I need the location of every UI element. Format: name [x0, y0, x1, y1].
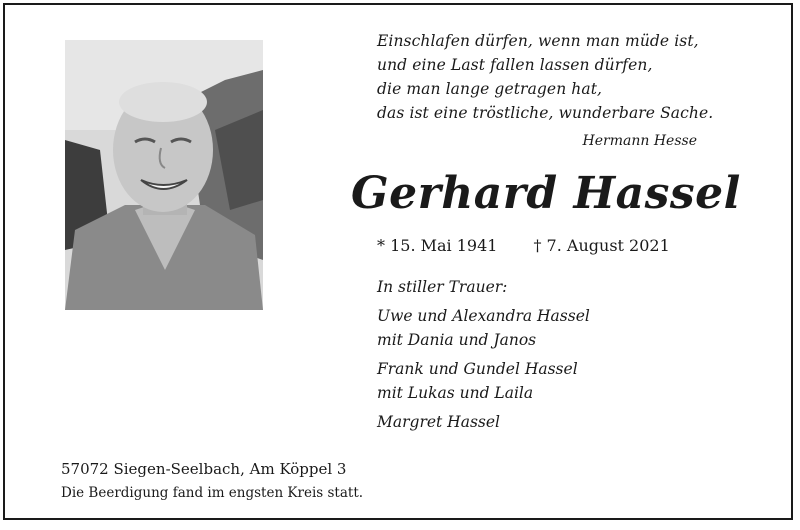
deceased-name: Gerhard Hassel [351, 168, 741, 219]
funeral-note: Die Beerdigung fand im engsten Kreis statt. [61, 485, 364, 501]
poem-line: Einschlafen dürfen, wenn man müde ist, [377, 32, 699, 50]
poem-line: und eine Last fallen lassen dürfen, [377, 56, 653, 74]
footer-address-block [61, 457, 363, 505]
mourners-heading: In stiller Trauer: [377, 278, 508, 296]
mourner-line: mit Dania und Janos [377, 331, 537, 349]
mourner-line: Frank und Gundel Hassel [377, 360, 578, 378]
mourners-list [377, 275, 590, 434]
portrait-photo [65, 40, 263, 310]
mourner-line: mit Lukas und Laila [377, 384, 534, 402]
poem-line: die man lange getragen hat, [377, 80, 603, 98]
poem-quote [377, 29, 714, 125]
poem-line: das ist eine tröstliche, wunderbare Sache. [377, 104, 714, 122]
life-dates [377, 236, 670, 255]
mourner-line: Uwe und Alexandra Hassel [377, 307, 590, 325]
birth-date: * 15. Mai 1941 [377, 236, 498, 255]
address-line: 57072 Siegen-Seelbach, Am Köppel 3 [61, 460, 347, 478]
poem-author: Hermann Hesse [582, 133, 697, 149]
mourner-line: Margret Hassel [377, 413, 500, 431]
obituary-card [3, 3, 793, 520]
death-date: † 7. August 2021 [533, 236, 670, 255]
